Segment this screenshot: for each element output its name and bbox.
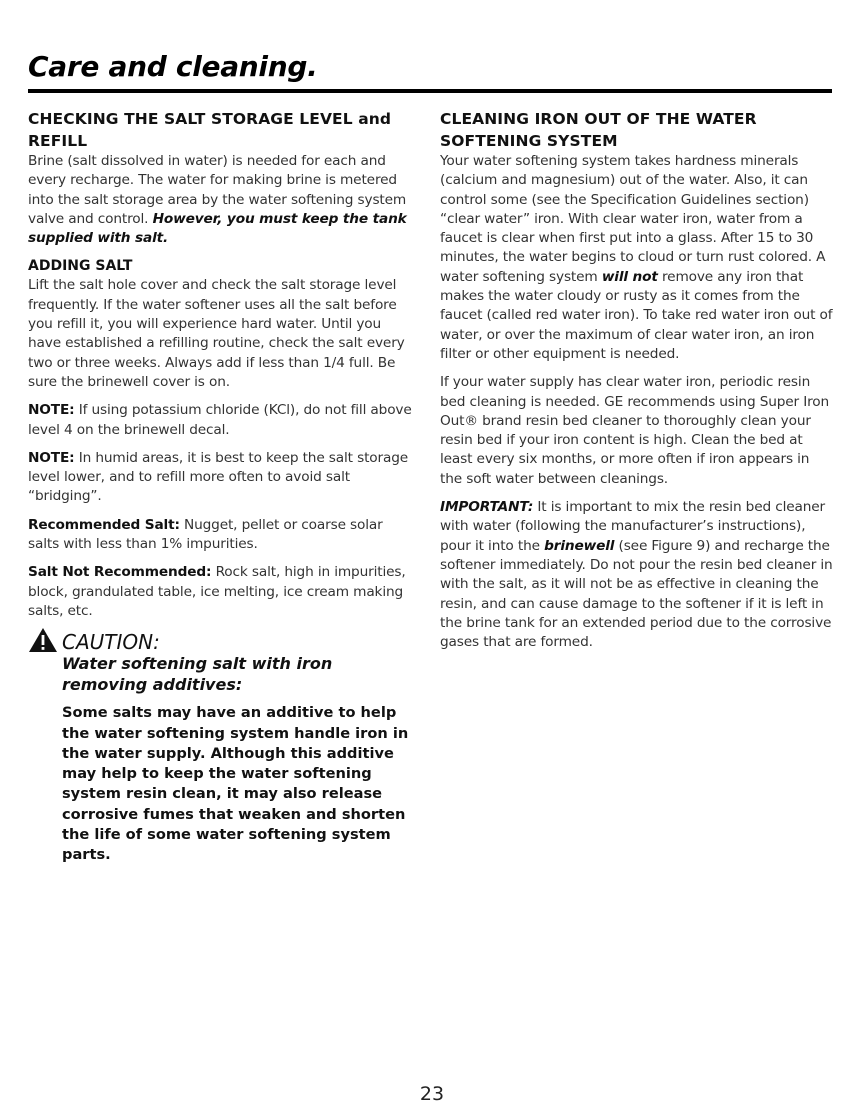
note-text: If using potassium chloride (KCl), do not fill above level 4 on the brinewell decal.: [28, 402, 412, 438]
salt-level-heading: CHECKING THE SALT STORAGE LEVEL and REFILL: [28, 110, 392, 150]
salt-not-recommended: [28, 563, 413, 621]
caution-body: Some salts may have an additive to help the water softening system handle iron in the water supply. Although this additive may help to keep the water softening system resin clean, it may also release corrosive fumes that weaken and shorten the life of some water softening system parts.: [62, 704, 409, 864]
page-title: Care and cleaning.: [28, 50, 318, 83]
adding-salt-heading: ADDING SALT: [28, 258, 133, 275]
iron-paragraph-3: [440, 498, 834, 652]
important-label: IMPORTANT:: [440, 499, 534, 516]
note-text: In humid areas, it is best to keep the salt storage level lower, and to refill more often to avoid salt “bridging”.: [28, 449, 409, 505]
iron-paragraph-1-emphasis: will not: [601, 268, 658, 285]
adding-salt-text: Lift the salt hole cover and check the salt storage level frequently. If the water softener uses all the salt before you refill it, you will experience hard water. Until you have established a refilling routine, check the salt every two or three weeks. Always add if less than 1/4 full. Be sure the brinewell cover is on.: [28, 277, 405, 390]
caution-header: [28, 627, 413, 653]
iron-paragraph-1: [440, 152, 834, 364]
salt-level-intro: [28, 152, 413, 248]
salt-level-intro-text: Brine (salt dissolved in water) is needed for each and every recharge. The water for making brine is metered into the salt storage area by the water softening system valve and control.: [28, 153, 407, 227]
iron-paragraph-1-text-end: remove any iron that makes the water cloudy or rusty as it comes from the faucet (called red water iron). To take red water iron out of water, or over the maximum of clear water iron, an iron filter or other equipment is needed.: [440, 268, 833, 362]
recommended-salt-label: Recommended Salt:: [28, 516, 180, 533]
iron-cleaning-heading: CLEANING IRON OUT OF THE WATER SOFTENING SYSTEM: [440, 110, 757, 150]
iron-paragraph-2: If your water supply has clear water iron, periodic resin bed cleaning is needed. GE recommends using Super Iron Out® brand resin bed cleaner to thoroughly clean your resin bed if your iron content is high. Clean the bed at least every six months, or more often if iron appears in the soft water between cleanings.: [440, 374, 830, 487]
right-column: [440, 108, 834, 652]
iron-paragraph-3-emphasis: brinewell: [544, 537, 615, 554]
recommended-salt: [28, 516, 413, 555]
caution-subtitle: Water softening salt with iron removing additives:: [62, 654, 333, 695]
caution-title: CAUTION:: [62, 630, 160, 655]
note-label: NOTE:: [28, 449, 75, 466]
salt-not-recommended-text: Rock salt, high in impurities, block, grandulated table, ice melting, ice cream making salts, etc.: [28, 564, 406, 619]
iron-paragraph-1-text: Your water softening system takes hardness minerals (calcium and magnesium) out of the water. Also, it can control some (see the Specification Guidelines section) “clear water” iron. With clear water iron, water from a faucet is clear when first put into a glass. After 15 to 30 minutes, the water begins to cloud or turn rust colored. A water softening system: [440, 153, 826, 285]
title-divider: [28, 89, 832, 93]
salt-not-recommended-label: Salt Not Recommended:: [28, 564, 212, 581]
left-column: [28, 108, 413, 866]
note-potassium: [28, 401, 413, 440]
warning-triangle-icon: [28, 627, 58, 653]
note-humid: [28, 449, 413, 507]
recommended-salt-text: Nugget, pellet or coarse solar salts with less than 1% impurities.: [28, 516, 383, 553]
iron-paragraph-3-text: It is important to mix the resin bed cleaner with water (following the manufacturer’s instructions), pour it into the: [440, 499, 826, 554]
salt-level-intro-emphasis: However, you must keep the tank supplied with salt.: [28, 210, 407, 247]
iron-paragraph-3-text-end: (see Figure 9) and recharge the softener immediately. Do not pour the resin bed cleaner in with the salt, as it will not be as effective in cleaning the resin, and can cause damage to the softener if it is left in the brine tank for an extended period due to the corrosive gases that are formed.: [440, 537, 833, 651]
page-number: 23: [419, 1083, 445, 1105]
note-label: NOTE:: [28, 402, 75, 419]
